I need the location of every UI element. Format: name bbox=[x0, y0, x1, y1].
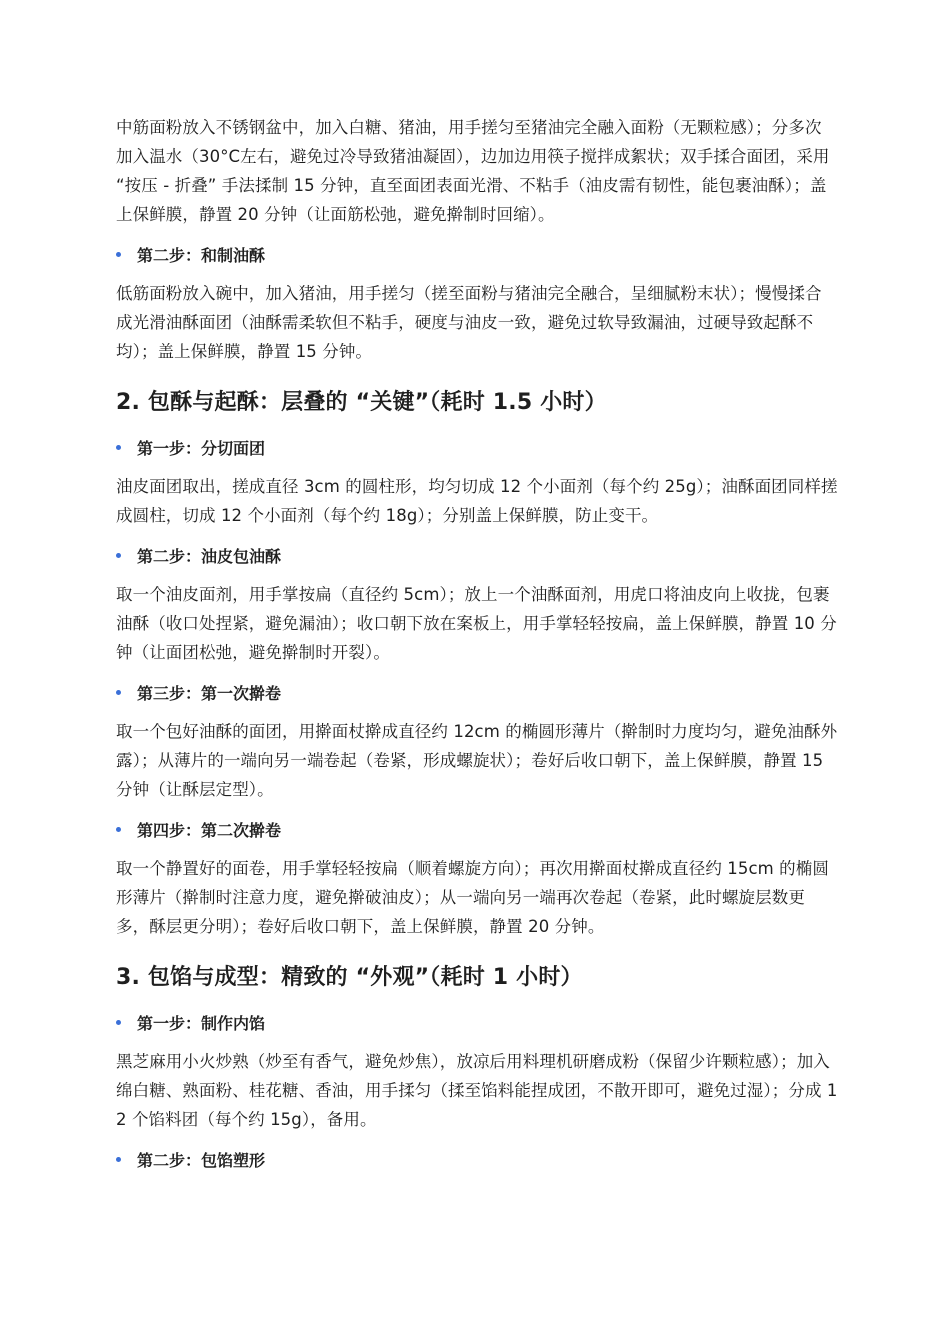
step-heading-text: 第一步：制作内馅 bbox=[137, 1013, 266, 1033]
step-heading bbox=[116, 814, 838, 844]
paragraph-cut-dough: 油皮面团取出，搓成直径 3cm 的圆柱形，均匀切成 12 个小面剂（每个约 25g）；油酥面团同样搓成圆柱，切成 12 个小面剂（每个约 18g）；分别盖上保鲜膜，防止变干。 bbox=[116, 477, 838, 525]
step-heading-text: 第一步：分切面团 bbox=[137, 438, 266, 458]
bullet-dot-icon bbox=[116, 1157, 121, 1162]
bullet-dot-icon bbox=[116, 445, 121, 450]
bullet-dot-icon bbox=[116, 1020, 121, 1025]
bullet-dot-icon bbox=[116, 553, 121, 558]
bullet-dot-icon bbox=[116, 827, 121, 832]
paragraph-first-roll: 取一个包好油酥的面团，用擀面杖擀成直径约 12cm 的椭圆形薄片（擀制时力度均匀，避免油酥外露）；从薄片的一端向另一端卷起（卷紧，形成螺旋状）；卷好后收口朝下，盖上保鲜膜，静置 15 分钟（让酥层定型）。 bbox=[116, 722, 838, 799]
bullet-dot-icon bbox=[116, 690, 121, 695]
paragraph-wrap-pastry: 取一个油皮面剂，用手掌按扁（直径约 5cm）；放上一个油酥面剂，用虎口将油皮向上收拢，包裹油酥（收口处捏紧，避免漏油）；收口朝下放在案板上，用手掌轻轻按扁，盖上保鲜膜，静置 10 分钟（让面团松弛，避免擀制时开裂）。 bbox=[116, 585, 837, 662]
step-heading bbox=[116, 1007, 838, 1037]
paragraph-oil-pastry: 低筋面粉放入碗中，加入猪油，用手搓匀（搓至面粉与猪油完全融合，呈细腻粉末状）；慢慢揉合成光滑油酥面团（油酥需柔软但不粘手，硬度与油皮一致，避免过软导致漏油，过硬导致起酥不均）；盖上保鲜膜，静置 15 分钟。 bbox=[116, 284, 822, 361]
step-heading bbox=[116, 1144, 838, 1174]
step-heading-text: 第二步：包馅塑形 bbox=[137, 1150, 266, 1170]
step-heading-text: 第三步：第一次擀卷 bbox=[137, 683, 282, 703]
step-heading-text: 第四步：第二次擀卷 bbox=[137, 820, 282, 840]
step-heading bbox=[116, 239, 838, 269]
step-heading bbox=[116, 677, 838, 707]
paragraph-make-filling: 黑芝麻用小火炒熟（炒至有香气，避免炒焦），放凉后用料理机研磨成粉（保留少许颗粒感）；加入绵白糖、熟面粉、桂花糖、香油，用手揉匀（揉至馅料能捏成团，不散开即可，避免过湿）；分成 12 个馅料团（每个约 15g），备用。 bbox=[116, 1052, 838, 1129]
step-heading bbox=[116, 540, 838, 570]
paragraph-oil-skin: 中筋面粉放入不锈钢盆中，加入白糖、猪油，用手搓匀至猪油完全融入面粉（无颗粒感）；分多次加入温水（30°C左右，避免过冷导致猪油凝固），边加边用筷子搅拌成絮状；双手揉合面团，采用 “按压 - 折叠” 手法揉制 15 分钟，直至面团表面光滑、不粘手（油皮需有韧性，能包裹油酥）；盖上保鲜膜，静置 20 分钟（让面筋松弛，避免擀制时回缩）。 bbox=[116, 118, 830, 224]
step-heading bbox=[116, 432, 838, 462]
bullet-dot-icon bbox=[116, 252, 121, 257]
step-heading-text: 第二步：和制油酥 bbox=[137, 245, 266, 265]
paragraph-second-roll: 取一个静置好的面卷，用手掌轻轻按扁（顺着螺旋方向）；再次用擀面杖擀成直径约 15cm 的椭圆形薄片（擀制时注意力度，避免擀破油皮）；从一端向另一端再次卷起（卷紧，此时螺旋层数更多，酥层更分明）；卷好后收口朝下，盖上保鲜膜，静置 20 分钟。 bbox=[116, 859, 829, 936]
section-heading: 2. 包酥与起酥：层叠的 “关键”（耗时 1.5 小时） bbox=[116, 390, 607, 415]
step-heading-text: 第二步：油皮包油酥 bbox=[137, 546, 282, 566]
section-heading: 3. 包馅与成型：精致的 “外观”（耗时 1 小时） bbox=[116, 965, 583, 990]
